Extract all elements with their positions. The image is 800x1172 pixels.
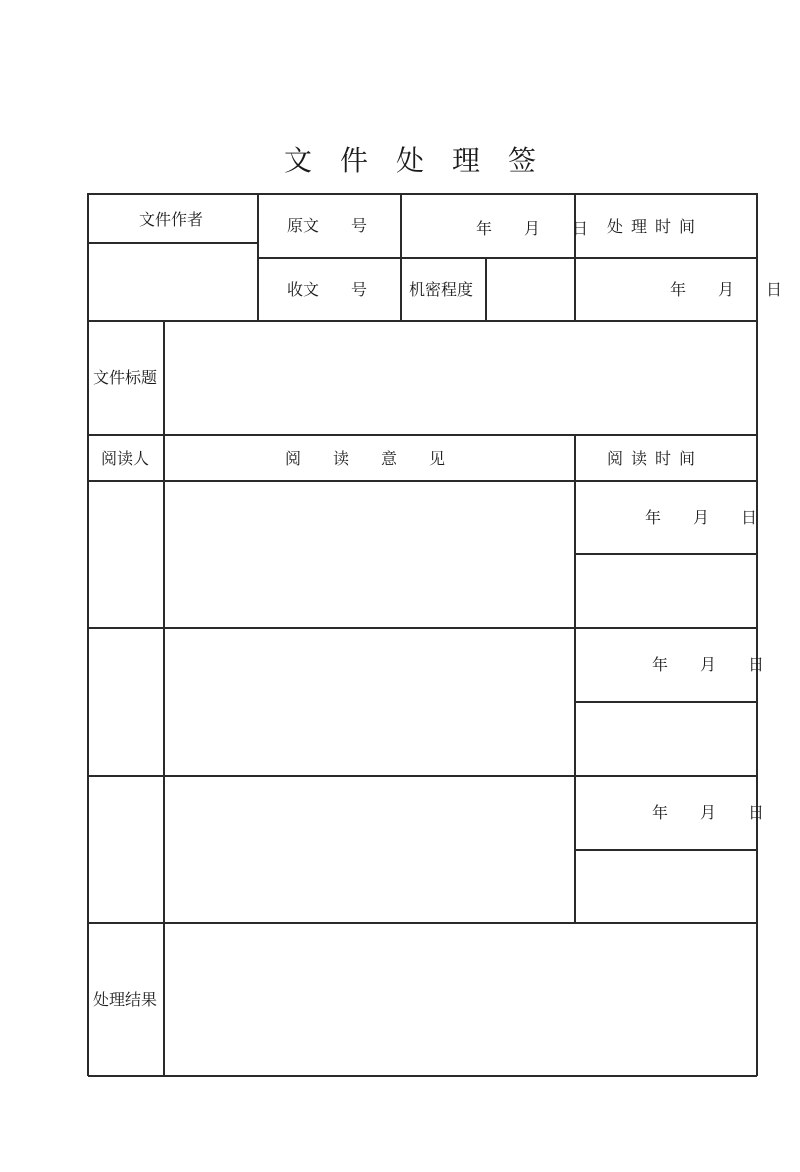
top-date: 年 月 日 [476, 219, 589, 238]
divider-row-2 [88, 775, 757, 777]
process-time-label: 处 理 时 间 [607, 217, 696, 236]
page-title: 文件处理签 [283, 144, 564, 177]
table-border-top [88, 193, 757, 195]
divider-row-3 [88, 922, 757, 924]
col-divider-header-2 [400, 193, 402, 321]
opinion-label: 阅 读 意 见 [285, 449, 446, 468]
divider-time-3 [574, 849, 757, 851]
table-border-left [87, 193, 89, 1076]
reading-date-3: 年 月 日 [652, 803, 765, 822]
divider-time-1 [574, 553, 757, 555]
table-border-bottom [88, 1075, 757, 1077]
col-divider-header-1 [257, 193, 259, 321]
divider-reading-header [88, 480, 757, 482]
divider-row-1 [88, 627, 757, 629]
confidentiality-label: 机密程度 [409, 280, 474, 299]
right-date: 年 月 日 [670, 280, 783, 299]
divider-header-mid [258, 257, 757, 259]
original-number-label: 原文 号 [287, 216, 368, 235]
received-number-label: 收文 号 [287, 280, 368, 299]
author-label: 文件作者 [139, 210, 204, 229]
divider-time-2 [574, 701, 757, 703]
divider-title-bottom [88, 434, 757, 436]
col-divider-label [163, 320, 165, 1076]
reading-date-1: 年 月 日 [645, 508, 758, 527]
reader-label: 阅读人 [101, 449, 150, 468]
reading-time-label: 阅 读 时 间 [607, 449, 696, 468]
col-divider-reading [574, 434, 576, 923]
col-divider-header-4 [574, 193, 576, 321]
file-title-label: 文件标题 [93, 368, 158, 387]
result-label: 处理结果 [93, 990, 158, 1009]
divider-header-bottom [88, 320, 757, 322]
divider-author [88, 242, 258, 244]
col-divider-header-3 [485, 257, 487, 321]
reading-date-2: 年 月 日 [652, 655, 765, 674]
table-border-right [756, 193, 758, 1076]
